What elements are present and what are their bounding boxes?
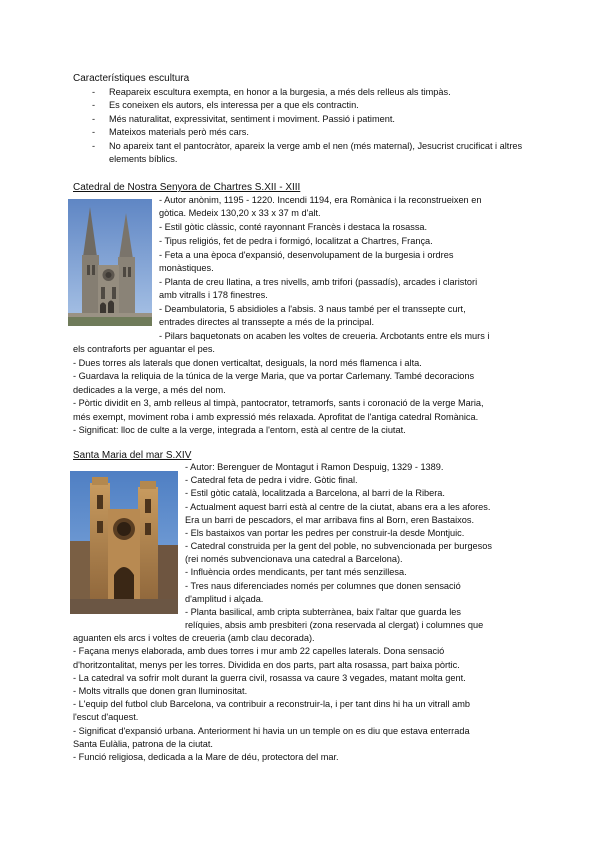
text-line: - Planta de creu llatina, a tres nivells, amb trifori (passadís), arcades i claristori [159,277,478,287]
chartres-cathedral-photo [68,199,152,326]
santa-maria-del-mar-photo [70,471,178,614]
section-title-santa-maria: Santa Maria del mar S.XIV [73,450,192,461]
section-title-escultura: Característiques escultura [73,73,190,84]
text-line: - Catedral construida per la gent del poble, no subvencionada per burgesos [185,541,492,551]
text-line: d'amplitud i alçada. [185,594,264,604]
text-line: aguanten els arcs i voltes de creueria (amb clau decorada). [73,633,315,643]
text-line: - Guardava la reliquia de la túnica de la verge Maria, que va portar Carlemany. També decoracions [73,371,475,381]
bullet-item: - Més naturalitat, expressivitat, sentiment i moviment. Passió i patiment. [92,113,395,124]
text-line: - Tipus religiós, fet de pedra i formigó, localitzat a Chartres, França. [159,236,433,246]
text-line: - Façana menys elaborada, amb dues torres i mur amb 22 capelles laterals. Dona sensació [73,646,445,656]
text-line: (rei només subvencionava una catedral a Barcelona). [185,554,403,564]
text-line: - Significat: lloc de culte a la verge, integrada a l'entorn, està al centre de la ciutat. [73,425,406,435]
text-line: els contraforts per aguantar el pes. [73,344,215,354]
text-line: l'escut d'aquest. [73,712,139,722]
text-line: - Estil gòtic català, localitzada a Barcelona, al barri de la Ribera. [185,488,445,498]
text-line: dedicades a la verge, a més del nom. [73,385,226,395]
text-line: - Catedral feta de pedra i vidre. Gòtic final. [185,475,358,485]
text-line: - Actualment aquest barri està al centre de la ciutat, abans era a les afores. [185,502,491,512]
text-line: - Planta basilical, amb cripta subterrànea, baix l'altar que guarda les [185,607,461,617]
text-line: - Deambulatoria, 5 absidioles a l'absis. 3 naus també per el transsepte curt, [159,304,466,314]
text-line: relíquies, absis amb presbiteri (zona reservada al clergat) i columnes que [185,620,484,630]
text-line: - Tres naus diferenciades només per columnes que donen sensació [185,581,461,591]
bullet-item: - Mateixos materials però més cars. [92,127,249,138]
text-line: entrades directes al transsepte a més de la principal. [159,317,375,327]
text-line: - Feta a una època d'expansió, desenvolupament de la burgesia i ordres [159,250,454,260]
text-line: - L'equip del futbol club Barcelona, va contribuir a reconstruir-la, i per tant dins hi ha un vitrall amb [73,699,471,709]
text-line: - Autor: Berenguer de Montagut i Ramon Despuig, 1329 - 1389. [185,462,444,472]
text-line: - Influència ordes mendicants, per tant més senzillesa. [185,567,407,577]
text-line: - Autor anònim, 1195 - 1220. Incendi 1194, era Romànica i la reconstrueixen en [159,195,482,205]
text-line: - La catedral va sofrir molt durant la guerra civil, rosassa va caure 3 vegades, matant molta gent. [73,673,466,683]
bullet-item: - No apareix tant el pantocràtor, apareix la verge amb el nen (més maternal), Jesucrist crucificat i altres elements bíblics. [92,140,523,164]
text-line: - Funció religiosa, dedicada a la Mare de déu, protectora del mar. [73,752,339,762]
text-line: Era un barri de pescadors, el mar arribava fins al Born, eren Bastaixos. [185,515,475,525]
text-line: Santa Eulàlia, patrona de la ciutat. [73,739,213,749]
text-line: - Pòrtic dividit en 3, amb relleus al timpà, pantocrator, tetramorfs, sants i coronació de la verge Maria, [73,398,484,408]
section-title-chartres: Catedral de Nostra Senyora de Chartres S.XII - XIII [73,182,301,193]
text-line: d'horitzontalitat, menys per les torres. Dividida en dos parts, part alta rosassa, part baixa pòrtic. [73,660,460,670]
text-line: més exempt, moviment roba i amb expressió més relaxada. Aprofitat de l'antiga catedral Romànica. [73,412,479,422]
text-line: - Estil gòtic clàssic, conté rayonnant Francès i destaca la rosassa. [159,222,428,232]
text-line: - Significat d'expansió urbana. Anteriorment hi havia un un temple on es diu que estava enterrada [73,726,470,736]
text-line: gòtica. Medeix 130,20 x 33 x 37 m d'alt. [159,208,321,218]
escultura-bullet-list [92,86,532,166]
text-line: - Pilars baquetonats on acaben les voltes de creueria. Arcbotants entre els murs i [159,331,490,341]
text-line: - Molts vitralls que donen gran lluminositat. [73,686,248,696]
text-line: - Els bastaixos van portar les pedres per construir-la desde Montjuic. [185,528,465,538]
bullet-item: - Reapareix escultura exempta, en honor a la burgesia, a més dels relleus als timpàs. [92,87,451,97]
text-line: - Dues torres als laterals que donen verticaltat, desiguals, la nord més flamenca i alta. [73,358,422,368]
text-line: monàstiques. [159,263,214,273]
text-line: amb vitralls i 178 finestres. [159,290,268,300]
bullet-item: - Es coneixen els autors, els interessa per a que els contractin. [92,100,359,111]
